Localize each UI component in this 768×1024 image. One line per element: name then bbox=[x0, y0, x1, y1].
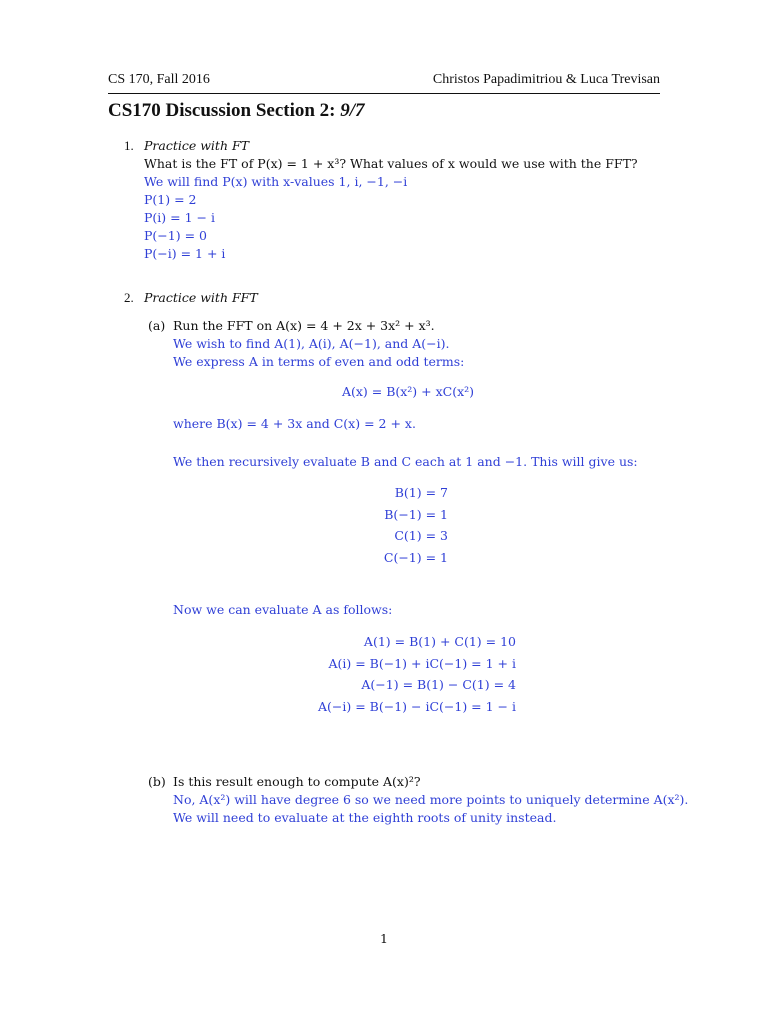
a-value: A(1) = B(1) + C(1) = 10 bbox=[363, 634, 516, 649]
q2-heading: Practice with FFT bbox=[144, 290, 258, 305]
q1-answer-line: We will find P(x) with x-values 1, i, −1, −i bbox=[144, 174, 408, 189]
q2a-label: (a) bbox=[148, 318, 166, 333]
q2b-label: (b) bbox=[148, 774, 166, 789]
q1-answer-line: P(i) = 1 − i bbox=[144, 210, 215, 225]
bc-value: B(−1) = 1 bbox=[384, 507, 448, 522]
q1-answer-line: P(−1) = 0 bbox=[144, 228, 207, 243]
q2a-equation: A(x) = B(x²) + xC(x²) bbox=[341, 384, 475, 399]
bc-value: C(−1) = 1 bbox=[383, 550, 448, 565]
q2b-question: Is this result enough to compute A(x)²? bbox=[173, 774, 421, 789]
q1-heading: Practice with FT bbox=[144, 138, 249, 153]
q2a-evaluate: Now we can evaluate A as follows: bbox=[173, 602, 393, 617]
bc-value: B(1) = 7 bbox=[394, 485, 448, 500]
q2b-line1: No, A(x²) will have degree 6 so we need more points to uniquely determine A(x²). bbox=[173, 792, 689, 807]
q2a-line1: We wish to find A(1), A(i), A(−1), and A(−i). bbox=[173, 336, 450, 351]
page-number: 1 bbox=[380, 931, 388, 946]
q1-question: What is the FT of P(x) = 1 + x³? What values of x would we use with the FFT? bbox=[144, 156, 638, 171]
a-value: A(−1) = B(1) − C(1) = 4 bbox=[361, 677, 516, 692]
q1-number: 1. bbox=[124, 138, 134, 153]
header-course: CS 170, Fall 2016 bbox=[108, 72, 210, 87]
q1-answer-line: P(1) = 2 bbox=[144, 192, 197, 207]
q2a-question: Run the FFT on A(x) = 4 + 2x + 3x² + x³. bbox=[173, 318, 435, 333]
q2-number: 2. bbox=[124, 290, 134, 305]
a-value: A(−i) = B(−1) − iC(−1) = 1 − i bbox=[318, 699, 516, 714]
page-title bbox=[108, 100, 365, 122]
q2a-recursive: We then recursively evaluate B and C each at 1 and −1. This will give us: bbox=[173, 454, 638, 469]
q2b-line2: We will need to evaluate at the eighth roots of unity instead. bbox=[173, 810, 557, 825]
header-authors: Christos Papadimitriou & Luca Trevisan bbox=[432, 72, 660, 87]
header-rule bbox=[108, 93, 660, 94]
q1-answer-line: P(−i) = 1 + i bbox=[144, 246, 226, 261]
a-value: A(i) = B(−1) + iC(−1) = 1 + i bbox=[328, 656, 516, 671]
bc-value: C(1) = 3 bbox=[394, 528, 448, 543]
q2a-line2: We express A in terms of even and odd terms: bbox=[173, 354, 465, 369]
q2a-where: where B(x) = 4 + 3x and C(x) = 2 + x. bbox=[173, 416, 416, 431]
title-main: CS170 Discussion Section 2: bbox=[108, 100, 336, 121]
title-date: 9/7 bbox=[340, 100, 365, 121]
